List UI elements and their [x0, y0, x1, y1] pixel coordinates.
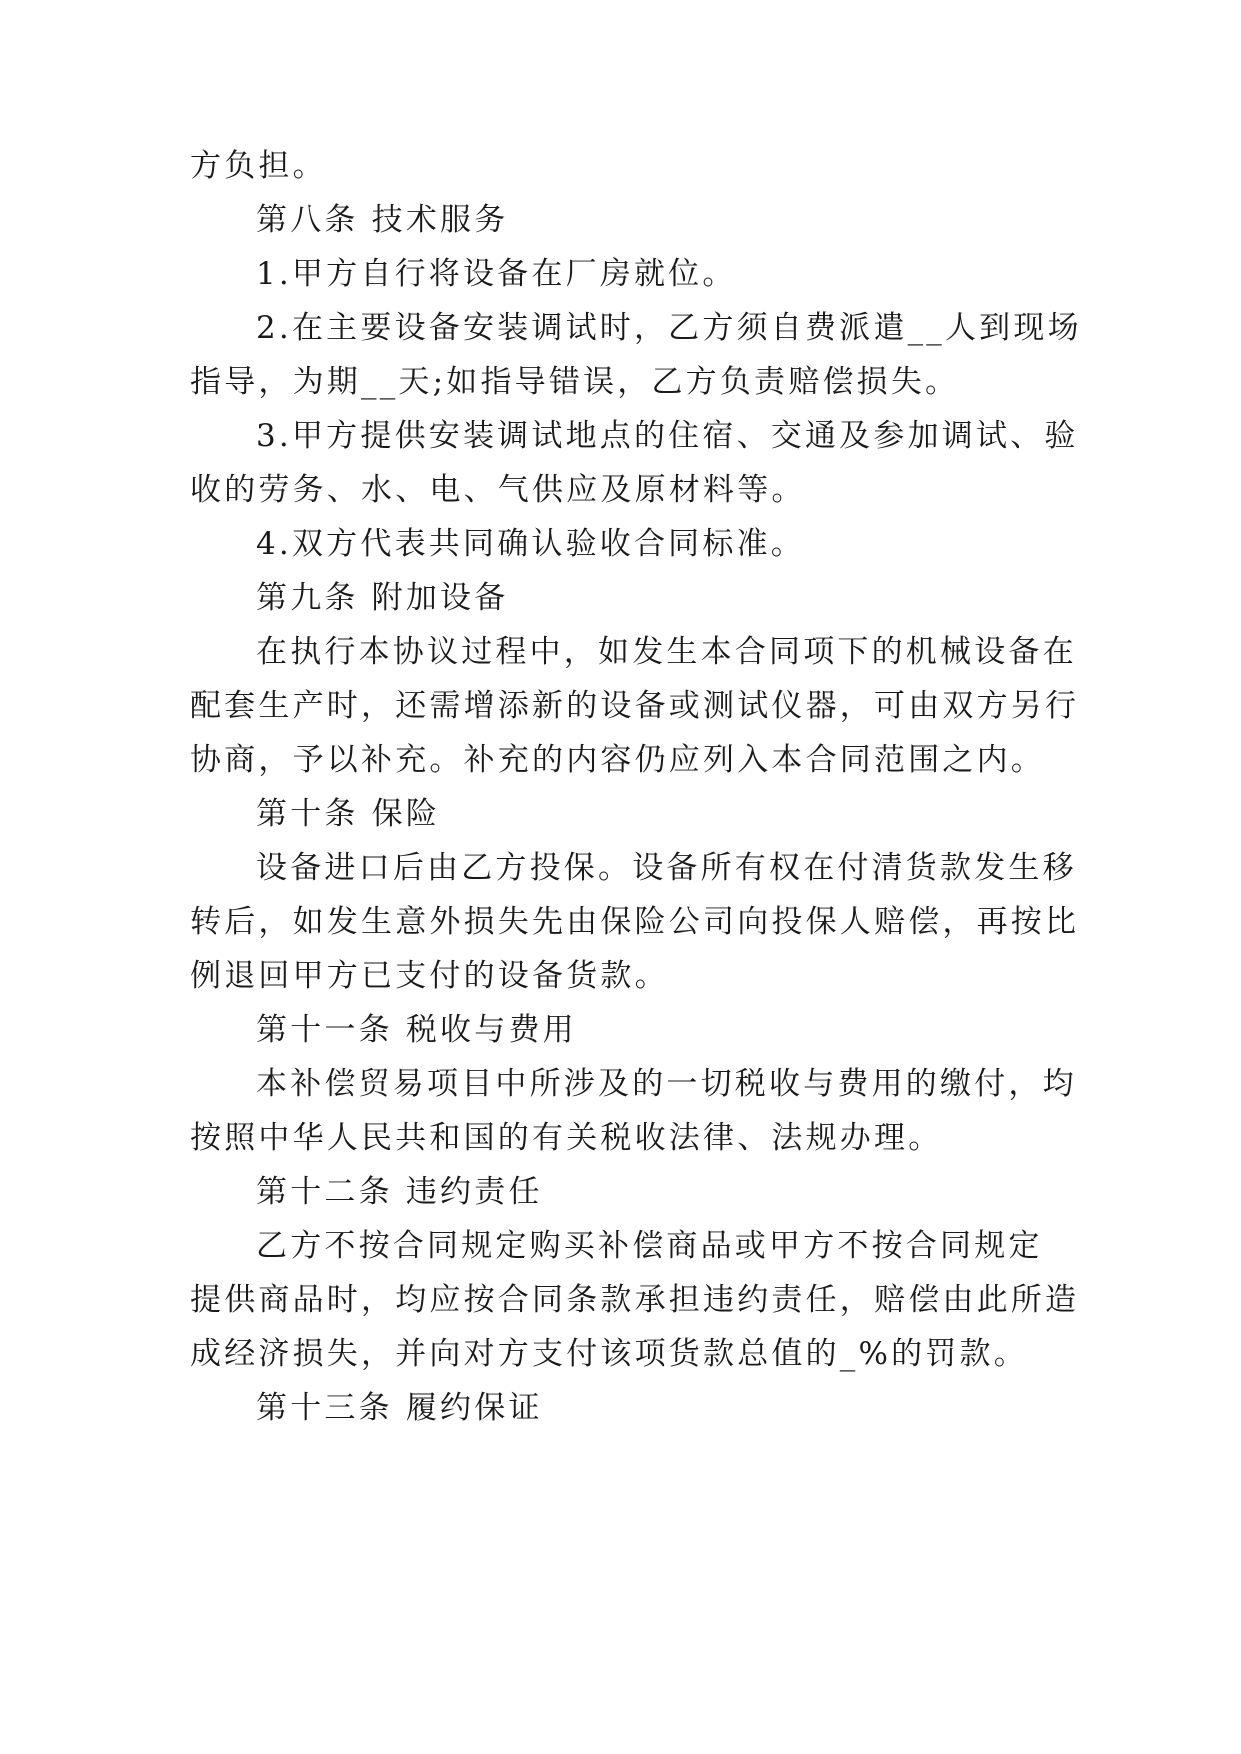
text-line: 2.在主要设备安装调试时，乙方须自费派遣__人到现场: [256, 310, 1082, 346]
text-line: 指导，为期__天;如指导错误，乙方负责赔偿损失。: [190, 364, 960, 400]
text-line: 成经济损失，并向对方支付该项货款总值的_%的罚款。: [190, 1336, 1028, 1372]
section-heading: 第十条 保险: [256, 796, 441, 832]
text-line: 提供商品时，均应按合同条款承担违约责任，赔偿由此所造: [190, 1282, 1080, 1318]
text-line: 按照中华人民共和国的有关税收法律、法规办理。: [190, 1120, 943, 1156]
section-heading: 第八条 技术服务: [256, 202, 509, 238]
section-heading: 第十一条 税收与费用: [256, 1012, 577, 1048]
section-heading: 第九条 附加设备: [256, 580, 509, 616]
text-line: 转后，如发生意外损失先由保险公司向投保人赔偿，再按比: [190, 904, 1080, 940]
text-line: 配套生产时，还需增添新的设备或测试仪器，可由双方另行: [190, 688, 1080, 724]
text-line: 1.甲方自行将设备在厂房就位。: [256, 256, 737, 292]
text-line: 协商，予以补充。补充的内容仍应列入本合同范围之内。: [190, 742, 1045, 778]
text-line: 3.甲方提供安装调试地点的住宿、交通及参加调试、验: [256, 418, 1079, 454]
text-line: 设备进口后由乙方投保。设备所有权在付清货款发生移: [256, 850, 1077, 886]
text-line: 方负担。: [190, 148, 327, 184]
text-line: 乙方不按合同规定购买补偿商品或甲方不按合同规定: [256, 1228, 1043, 1264]
text-line: 4.双方代表共同确认验收合同标准。: [256, 526, 805, 562]
text-line: 在执行本协议过程中，如发生本合同项下的机械设备在: [256, 634, 1077, 670]
section-heading: 第十二条 违约责任: [256, 1174, 543, 1210]
text-line: 例退回甲方已支付的设备货款。: [190, 958, 669, 994]
section-heading: 第十三条 履约保证: [256, 1390, 543, 1426]
text-line: 本补偿贸易项目中所涉及的一切税收与费用的缴付，均: [256, 1066, 1077, 1102]
text-line: 收的劳务、水、电、气供应及原材料等。: [190, 472, 806, 508]
